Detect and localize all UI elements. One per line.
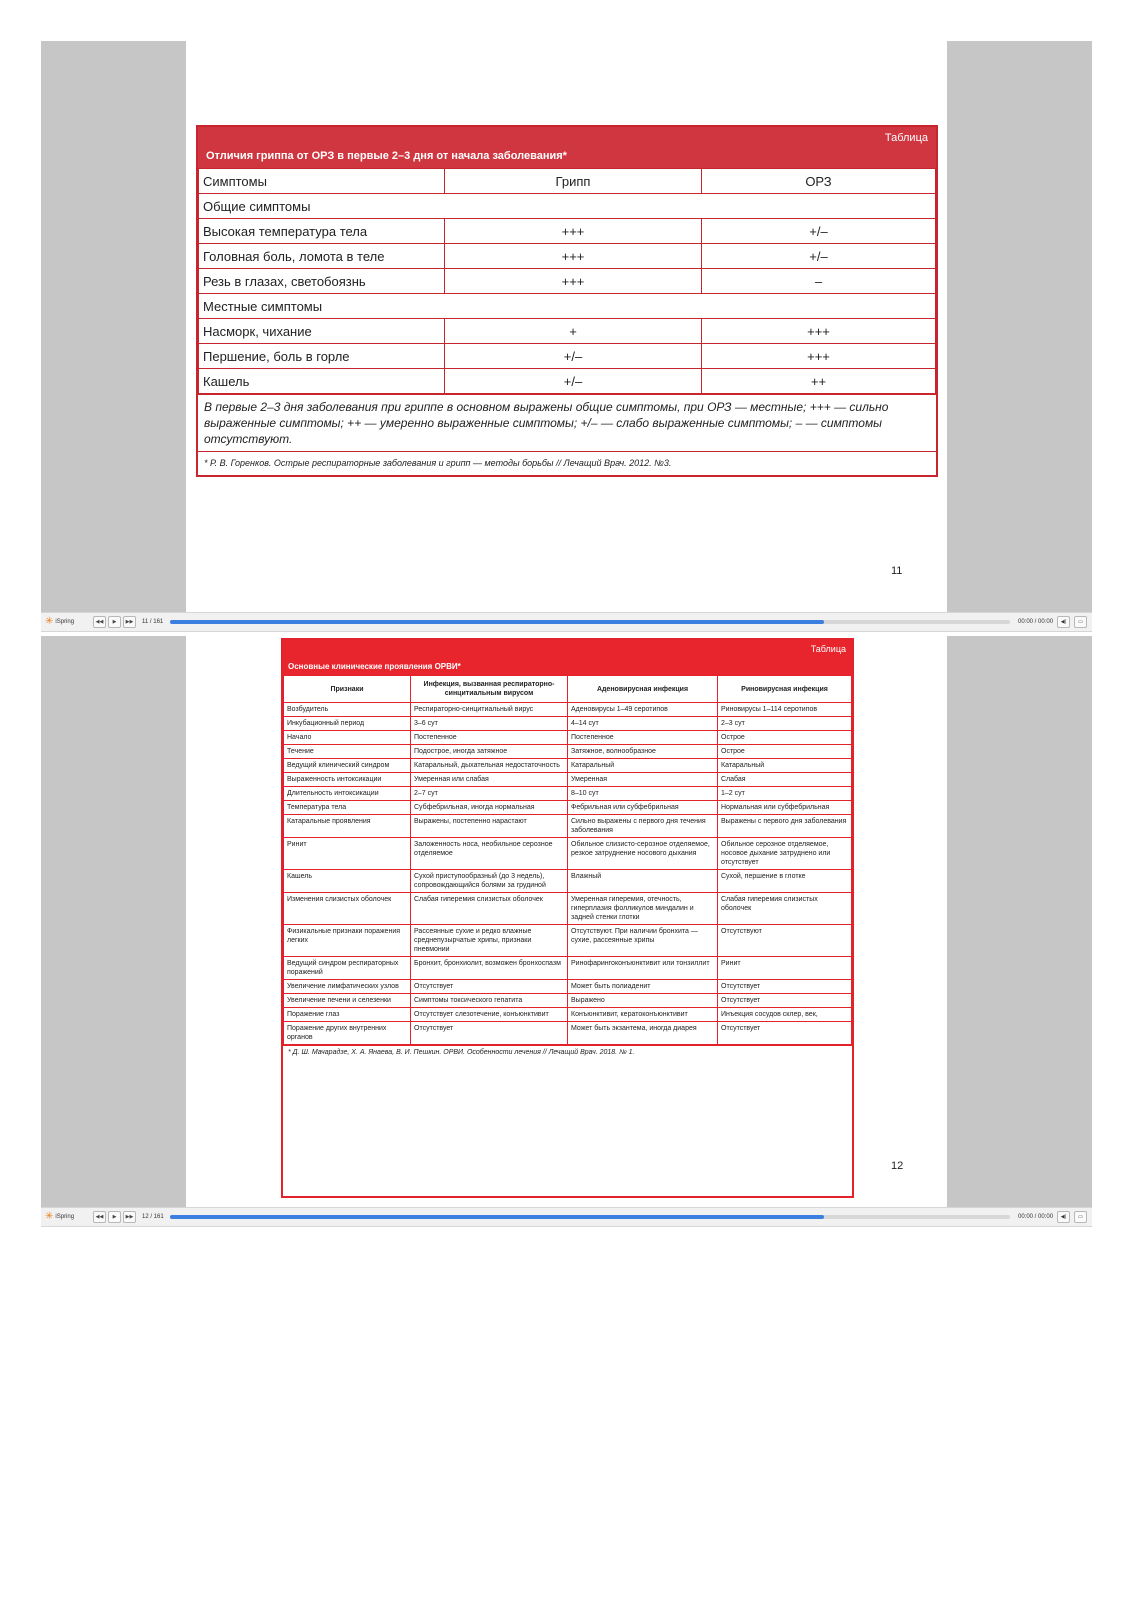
table-cell: Бронхит, бронхиолит, возможен бронхоспазм	[411, 957, 568, 980]
table-cell: Отсутствует	[718, 994, 852, 1008]
table-cell: Катаральные проявления	[284, 815, 411, 838]
table-cell: Катаральный	[718, 759, 852, 773]
section-cell: Общие симптомы	[199, 194, 936, 219]
table-cell: Изменения слизистых оболочек	[284, 893, 411, 925]
table-cell: Резь в глазах, светобоязнь	[199, 269, 445, 294]
table-cell: Может быть полиаденит	[568, 980, 718, 994]
table-row-header	[199, 169, 936, 194]
table-cell: Длительность интоксикации	[284, 787, 411, 801]
prev-icon[interactable]: ◀◀	[93, 616, 106, 628]
table-cell: Фебрильная или субфебрильная	[568, 801, 718, 815]
table-cell: Слабая гиперемия слизистых оболочек	[411, 893, 568, 925]
table-cell: 2–7 сут	[411, 787, 568, 801]
progress-track[interactable]	[170, 1215, 1010, 1219]
table-row	[284, 957, 852, 980]
prev-icon[interactable]: ◀◀	[93, 1211, 106, 1223]
fullscreen-icon[interactable]: ▭	[1074, 616, 1087, 628]
table-cell: Отсутствует слезотечение, конъюнктивит	[411, 1008, 568, 1022]
table-row	[284, 994, 852, 1008]
symptoms-table	[198, 168, 936, 394]
progress-fill	[170, 620, 824, 624]
table-cell: +	[445, 319, 702, 344]
table-cell: Может быть экзантема, иногда диарея	[568, 1022, 718, 1045]
ispring-logo-icon: ✳	[45, 616, 54, 627]
time-readout: 00:00 / 00:00	[1018, 619, 1054, 625]
table-cell: Обильное серозное отделяемое, носовое дыхание затруднено или отсутствует	[718, 838, 852, 870]
table-cell: Нормальная или субфебрильная	[718, 801, 852, 815]
table-cell: Сухой приступообразный (до 3 недель), сопровождающийся болями за грудиной	[411, 870, 568, 893]
table-cell: Поражение глаз	[284, 1008, 411, 1022]
table-cell: Аденовирусы 1–49 серотипов	[568, 703, 718, 717]
table-cell: Постепенное	[411, 731, 568, 745]
player-bar-11	[41, 612, 1092, 632]
table-label: Таблица	[884, 132, 928, 144]
table-row	[199, 244, 936, 269]
table-cell: Конъюнктивит, кератоконъюнктивит	[568, 1008, 718, 1022]
header-cell: Грипп	[445, 169, 702, 194]
table-row	[284, 759, 852, 773]
table-cell: Температура тела	[284, 801, 411, 815]
table-cell: Острое	[718, 745, 852, 759]
clinical-table-body	[284, 703, 852, 1045]
table-cell: +++	[445, 219, 702, 244]
table-row	[284, 801, 852, 815]
player-bar-12	[41, 1207, 1092, 1227]
table-cell: Сухой, першение в глотке	[718, 870, 852, 893]
clinical-table	[283, 675, 852, 1045]
table-source: * Р. В. Горенков. Острые респираторные заболевания и грипп — методы борьбы // Лечащий Врач. 2012. №3.	[198, 451, 936, 475]
table-row-header	[284, 676, 852, 703]
table-cell: Выражено	[568, 994, 718, 1008]
table-row	[284, 731, 852, 745]
table-cell: 2–3 сут	[718, 717, 852, 731]
table-row	[284, 1022, 852, 1045]
ispring-logo-icon: ✳	[45, 1211, 54, 1222]
progress-track[interactable]	[170, 620, 1010, 624]
play-icon[interactable]: ▶	[108, 1211, 121, 1223]
table-cell: Отсутствует	[411, 980, 568, 994]
table-cell: +/–	[702, 244, 936, 269]
page-number-11: 11	[891, 565, 903, 577]
table-cell: –	[702, 269, 936, 294]
table-cell: Высокая температура тела	[199, 219, 445, 244]
table-cell: 1–2 сут	[718, 787, 852, 801]
table-cell: Слабая гиперемия слизистых оболочек	[718, 893, 852, 925]
table-row	[284, 815, 852, 838]
table-cell: Влажный	[568, 870, 718, 893]
brand-name: iSpring	[55, 1214, 75, 1220]
table-row	[284, 870, 852, 893]
table-cell: 4–14 сут	[568, 717, 718, 731]
table-cell: Умеренная	[568, 773, 718, 787]
table-row	[199, 219, 936, 244]
table-cell: Ведущий синдром респираторных поражений	[284, 957, 411, 980]
table-cell: Затяжное, волнообразное	[568, 745, 718, 759]
table-row	[284, 787, 852, 801]
table-cell: Поражение других внутренних органов	[284, 1022, 411, 1045]
table-cell: Сильно выражены с первого дня течения заболевания	[568, 815, 718, 838]
table-row	[199, 319, 936, 344]
table-cell: Обильное слизисто-серозное отделяемое, резкое затруднение носового дыхания	[568, 838, 718, 870]
table-cell: Катаральный, дыхательная недостаточность	[411, 759, 568, 773]
table-cell: +/–	[445, 344, 702, 369]
table-cell: Выражены, постепенно нарастают	[411, 815, 568, 838]
table-cell: Постепенное	[568, 731, 718, 745]
table-cell: +++	[445, 269, 702, 294]
header-cell: Риновирусная инфекция	[718, 676, 852, 703]
table-cell: Начало	[284, 731, 411, 745]
table-label: Таблица	[810, 644, 846, 654]
volume-icon[interactable]: ◀)	[1057, 1211, 1070, 1223]
table-title: Основные клинические проявления ОРВИ*	[288, 662, 461, 671]
fullscreen-icon[interactable]: ▭	[1074, 1211, 1087, 1223]
page-number-12: 12	[891, 1160, 904, 1172]
table-note: В первые 2–3 дня заболевания при гриппе в основном выражены общие симптомы, при ОРЗ — местные; +++ — сильно выраженные симптомы; ++ — умеренно выраженные симптомы; +/– — слабо выраженные симптомы; – — симптомы отсутствуют.	[198, 394, 936, 451]
table-cell: Увеличение лимфатических узлов	[284, 980, 411, 994]
table-cell: Субфебрильная, иногда нормальная	[411, 801, 568, 815]
table-cell: Течение	[284, 745, 411, 759]
table-cell: Ринит	[284, 838, 411, 870]
brand-name: iSpring	[55, 619, 75, 625]
table-title: Отличия гриппа от ОРЗ в первые 2–3 дня от начала заболевания*	[206, 150, 567, 162]
table-cell: +/–	[702, 219, 936, 244]
header-cell: Инфекция, вызванная респираторно-синцитиальным вирусом	[411, 676, 568, 703]
table-cell: Респираторно-синцитиальный вирус	[411, 703, 568, 717]
table-cell: Выраженность интоксикации	[284, 773, 411, 787]
table-cell: Насморк, чихание	[199, 319, 445, 344]
table-row	[199, 369, 936, 394]
table-cell: +++	[702, 344, 936, 369]
table-cell: Риновирусы 1–114 серотипов	[718, 703, 852, 717]
volume-icon[interactable]: ◀)	[1057, 616, 1070, 628]
slide-counter: 11 / 161	[142, 619, 164, 625]
table-header-band	[198, 127, 936, 168]
table-cell: Умеренная или слабая	[411, 773, 568, 787]
player-brand	[45, 1212, 91, 1222]
table-cell: Физикальные признаки поражения легких	[284, 925, 411, 957]
table-row	[199, 269, 936, 294]
section-cell: Местные симптомы	[199, 294, 936, 319]
table-row	[284, 925, 852, 957]
table-cell: Заложенность носа, необильное серозное отделяемое	[411, 838, 568, 870]
table-cell: ++	[702, 369, 936, 394]
table-row	[284, 773, 852, 787]
table-cell: Инъекция сосудов склер, век,	[718, 1008, 852, 1022]
next-icon[interactable]: ▶▶	[123, 1211, 136, 1223]
table-cell: +++	[702, 319, 936, 344]
table-cell: Острое	[718, 731, 852, 745]
table-cell: +++	[445, 244, 702, 269]
table-cell: Симптомы токсического гепатита	[411, 994, 568, 1008]
table-cell: Возбудитель	[284, 703, 411, 717]
player-brand	[45, 617, 91, 627]
table-cell: Ринофарингоконъюнктивит или тонзиллит	[568, 957, 718, 980]
table-cell: Отсутствуют. При наличии бронхита — сухие, рассеянные хрипы	[568, 925, 718, 957]
table-cell: Инкубационный период	[284, 717, 411, 731]
table-row	[284, 703, 852, 717]
table-cell: Отсутствует	[411, 1022, 568, 1045]
table-cell: Рассеянные сухие и редко влажные среднепузырчатые хрипы, признаки пневмонии	[411, 925, 568, 957]
table-row	[284, 980, 852, 994]
table-cell: Головная боль, ломота в теле	[199, 244, 445, 269]
table-cell: Отсутствуют	[718, 925, 852, 957]
table-cell: Кашель	[284, 870, 411, 893]
header-cell: ОРЗ	[702, 169, 936, 194]
table-cell: Увеличение печени и селезенки	[284, 994, 411, 1008]
header-cell: Симптомы	[199, 169, 445, 194]
table-cell: Катаральный	[568, 759, 718, 773]
table-section-row	[199, 294, 936, 319]
next-icon[interactable]: ▶▶	[123, 616, 136, 628]
table-row	[284, 717, 852, 731]
table-header-band	[283, 640, 852, 675]
play-icon[interactable]: ▶	[108, 616, 121, 628]
time-readout: 00:00 / 00:00	[1018, 1214, 1054, 1220]
table-cell: Отсутствует	[718, 1022, 852, 1045]
table-cell: Выражены с первого дня заболевания	[718, 815, 852, 838]
table-cell: Першение, боль в горле	[199, 344, 445, 369]
table-cell: Ведущий клинический синдром	[284, 759, 411, 773]
header-cell: Аденовирусная инфекция	[568, 676, 718, 703]
slide-counter: 12 / 161	[142, 1214, 164, 1220]
table-cell: Отсутствует	[718, 980, 852, 994]
progress-fill	[170, 1215, 824, 1219]
table-cell: Умеренная гиперемия, отечность, гиперплазия фолликулов миндалин и задней стенки глотки	[568, 893, 718, 925]
table-cell: Подострое, иногда затяжное	[411, 745, 568, 759]
table-row	[199, 344, 936, 369]
table-source: * Д. Ш. Мачарадзе, Х. А. Янаева, В. И. Пешкин. ОРВИ. Особенности лечения // Лечащий Врач. 2018. № 1.	[283, 1045, 852, 1059]
arvi-clinical-table	[281, 638, 854, 1198]
table-cell: Ринит	[718, 957, 852, 980]
table-cell: 8–10 сут	[568, 787, 718, 801]
table-cell: Слабая	[718, 773, 852, 787]
table-row	[284, 893, 852, 925]
table-cell: 3–6 сут	[411, 717, 568, 731]
flu-vs-ari-table	[196, 125, 938, 477]
table-row	[284, 1008, 852, 1022]
table-row	[284, 745, 852, 759]
header-cell: Признаки	[284, 676, 411, 703]
table-cell: +/–	[445, 369, 702, 394]
table-cell: Кашель	[199, 369, 445, 394]
table-row	[284, 838, 852, 870]
table-section-row	[199, 194, 936, 219]
